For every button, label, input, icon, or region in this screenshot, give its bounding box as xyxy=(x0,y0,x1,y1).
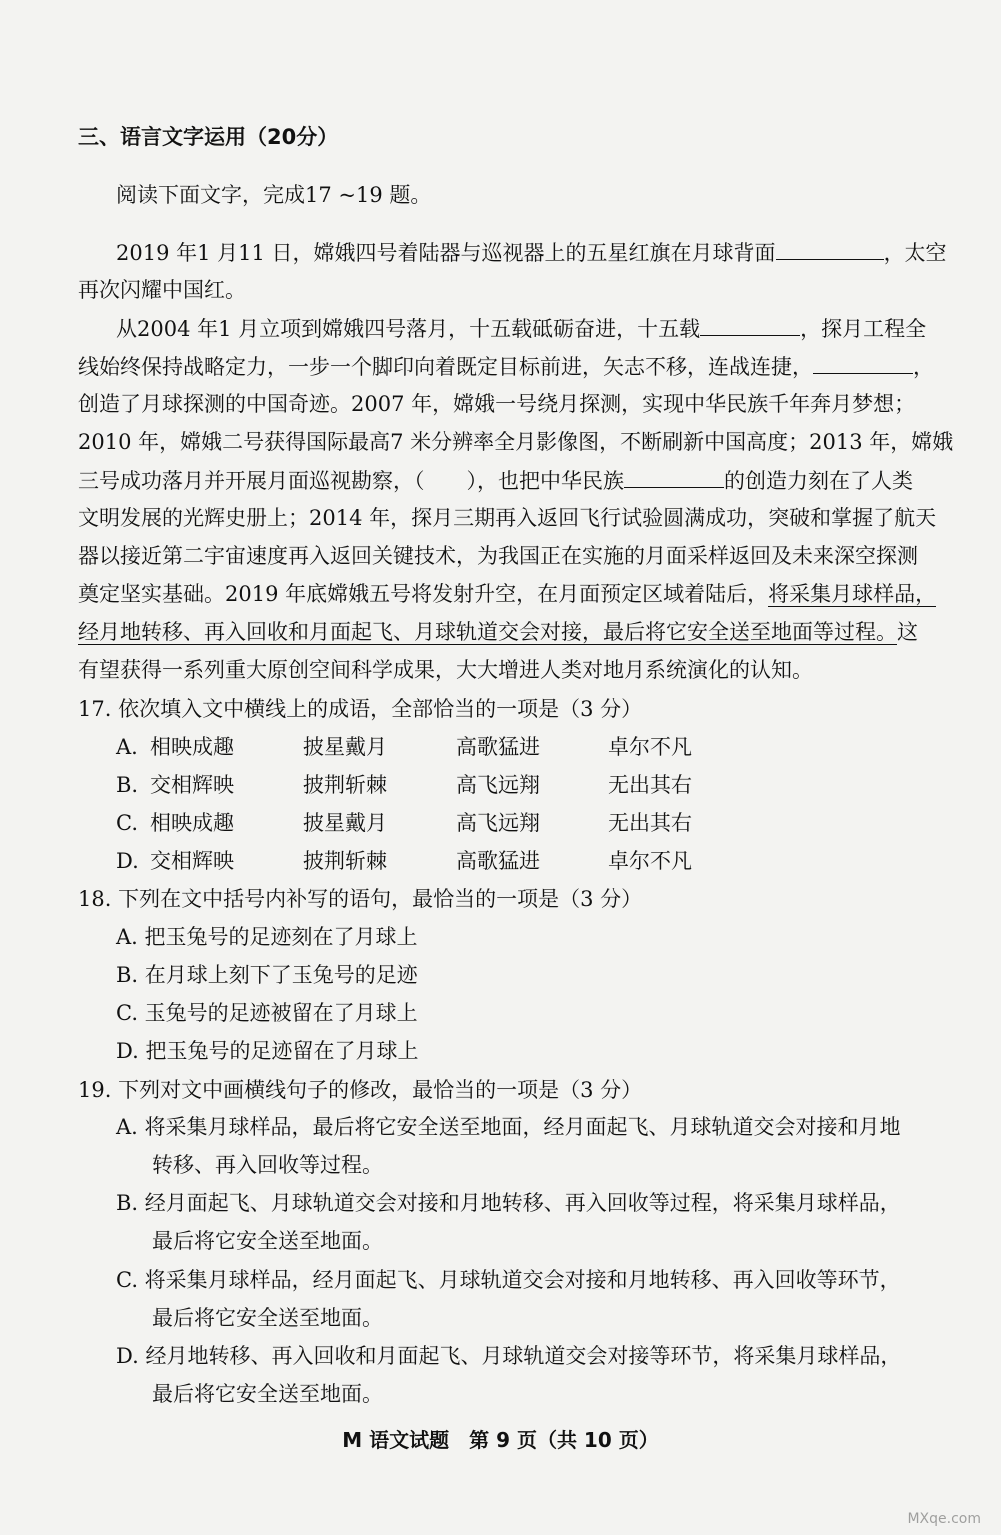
passage-line xyxy=(78,617,951,647)
q17-d-idiom-1: 交相辉映 xyxy=(150,849,234,873)
fill-blank-2 xyxy=(700,313,800,336)
option-letter: B. xyxy=(116,773,139,797)
question-19-stem: 19. 下列对文中画横线句子的修改，最恰当的一项是（3 分） xyxy=(78,1078,643,1102)
underlined-sentence: 将采集月球样品， xyxy=(768,582,937,606)
q17-option-a xyxy=(116,732,138,762)
q19-option-c-line1: C. 将采集月球样品，经月面起飞、月球轨道交会对接和月地转移、再入回收等环节， xyxy=(116,1268,901,1292)
passage-line: 器以接近第二宇宙速度再入返回关键技术，为我国正在实施的月面采样返回及未来深空探测 xyxy=(78,544,918,568)
q19-option-c-line2: 最后将它安全送至地面。 xyxy=(152,1306,383,1330)
q17-b-idiom-3: 高飞远翔 xyxy=(456,773,540,797)
q19-option-d-line1: D. 经月地转移、再入回收和月面起飞、月球轨道交会对接等环节，将采集月球样品， xyxy=(116,1344,902,1368)
q17-b-idiom-1: 交相辉映 xyxy=(150,773,234,797)
question-18-stem: 18. 下列在文中括号内补写的语句，最恰当的一项是（3 分） xyxy=(78,887,643,911)
page-footer: M 语文试题 第 9 页（共 10 页） xyxy=(342,1428,659,1452)
q19-option-a-line2: 转移、再入回收等过程。 xyxy=(152,1153,383,1177)
q17-c-idiom-4: 无出其右 xyxy=(608,811,692,835)
passage-text: 的创造力刻在了人类 xyxy=(724,469,913,493)
option-letter: C. xyxy=(116,811,138,835)
q19-option-b-line2: 最后将它安全送至地面。 xyxy=(152,1229,383,1253)
q17-d-idiom-2: 披荆斩棘 xyxy=(303,849,387,873)
passage-line: 有望获得一系列重大原创空间科学成果，大大增进人类对地月系统演化的认知。 xyxy=(78,658,813,682)
passage-line: 文明发展的光辉史册上；2014 年，探月三期再入返回飞行试验圆满成功，突破和掌握了航天 xyxy=(78,506,937,530)
passage-text: ，太空 xyxy=(883,241,947,265)
q17-option-c xyxy=(116,808,138,838)
watermark-url: MXqe.com xyxy=(907,1511,981,1527)
underlined-sentence: 经月地转移、再入回收和月面起飞、月球轨道交会对接，最后将它安全送至地面等过程。 xyxy=(78,620,897,644)
q18-option-a: A. 把玉兔号的足迹刻在了月球上 xyxy=(116,925,418,949)
fill-blank-3 xyxy=(813,351,913,374)
passage-text: 从2004 年1 月立项到嫦娥四号落月，十五载砥砺奋进，十五载 xyxy=(116,317,701,341)
passage-text: 2019 年1 月11 日，嫦娥四号着陆器与巡视器上的五星红旗在月球背面 xyxy=(116,241,776,265)
q18-option-d: D. 把玉兔号的足迹留在了月球上 xyxy=(116,1039,419,1063)
question-17-stem: 17. 依次填入文中横线上的成语，全部恰当的一项是（3 分） xyxy=(78,697,643,721)
q17-d-idiom-3: 高歌猛进 xyxy=(456,849,540,873)
passage-line xyxy=(116,313,951,344)
q17-option-d xyxy=(116,846,139,876)
fill-blank-1 xyxy=(776,237,884,260)
q17-b-idiom-2: 披荆斩棘 xyxy=(303,773,387,797)
q19-option-d-line2: 最后将它安全送至地面。 xyxy=(152,1382,383,1406)
passage-text: 这 xyxy=(897,620,918,644)
q18-option-b: B. 在月球上刻下了玉兔号的足迹 xyxy=(116,963,418,987)
q19-option-a-line1: A. 将采集月球样品，最后将它安全送至地面，经月面起飞、月球轨道交会对接和月地 xyxy=(116,1115,901,1139)
option-letter: D. xyxy=(116,849,139,873)
q17-c-idiom-3: 高飞远翔 xyxy=(456,811,540,835)
passage-line xyxy=(78,579,951,609)
q17-d-idiom-4: 卓尔不凡 xyxy=(608,849,692,873)
passage-line xyxy=(116,237,951,268)
q17-a-idiom-4: 卓尔不凡 xyxy=(608,735,692,759)
passage-text: 三号成功落月并开展月面巡视勘察，（ ），也把中华民族 xyxy=(78,469,624,493)
passage-text: ，探月工程全 xyxy=(800,317,927,341)
passage-text: 线始终保持战略定力，一步一个脚印向着既定目标前进，矢志不移，连战连捷， xyxy=(78,355,813,379)
q17-a-idiom-3: 高歌猛进 xyxy=(456,735,540,759)
passage-text: 奠定坚实基础。2019 年底嫦娥五号将发射升空，在月面预定区域着陆后， xyxy=(78,582,769,606)
passage-line: 2010 年，嫦娥二号获得国际最高7 米分辨率全月影像图，不断刷新中国高度；2013 年，嫦娥 xyxy=(78,430,954,454)
instruction-text: 阅读下面文字，完成17 ~19 题。 xyxy=(116,183,432,207)
passage-line: 再次闪耀中国红。 xyxy=(78,278,246,302)
q17-a-idiom-1: 相映成趣 xyxy=(150,735,234,759)
q17-b-idiom-4: 无出其右 xyxy=(608,773,692,797)
passage-line xyxy=(78,465,951,496)
option-letter: A. xyxy=(116,735,138,759)
passage-line xyxy=(78,351,951,382)
q17-c-idiom-1: 相映成趣 xyxy=(150,811,234,835)
fill-blank-4 xyxy=(624,465,724,488)
q17-c-idiom-2: 披星戴月 xyxy=(303,811,387,835)
q17-a-idiom-2: 披星戴月 xyxy=(303,735,387,759)
section-title: 三、语言文字运用（20分） xyxy=(78,125,339,149)
q18-option-c: C. 玉兔号的足迹被留在了月球上 xyxy=(116,1001,418,1025)
passage-text: ， xyxy=(913,355,934,379)
q17-option-b xyxy=(116,770,138,800)
q19-option-b-line1: B. 经月面起飞、月球轨道交会对接和月地转移、再入回收等过程，将采集月球样品， xyxy=(116,1191,901,1215)
passage-line: 创造了月球探测的中国奇迹。2007 年，嫦娥一号绕月探测，实现中华民族千年奔月梦想； xyxy=(78,392,916,416)
